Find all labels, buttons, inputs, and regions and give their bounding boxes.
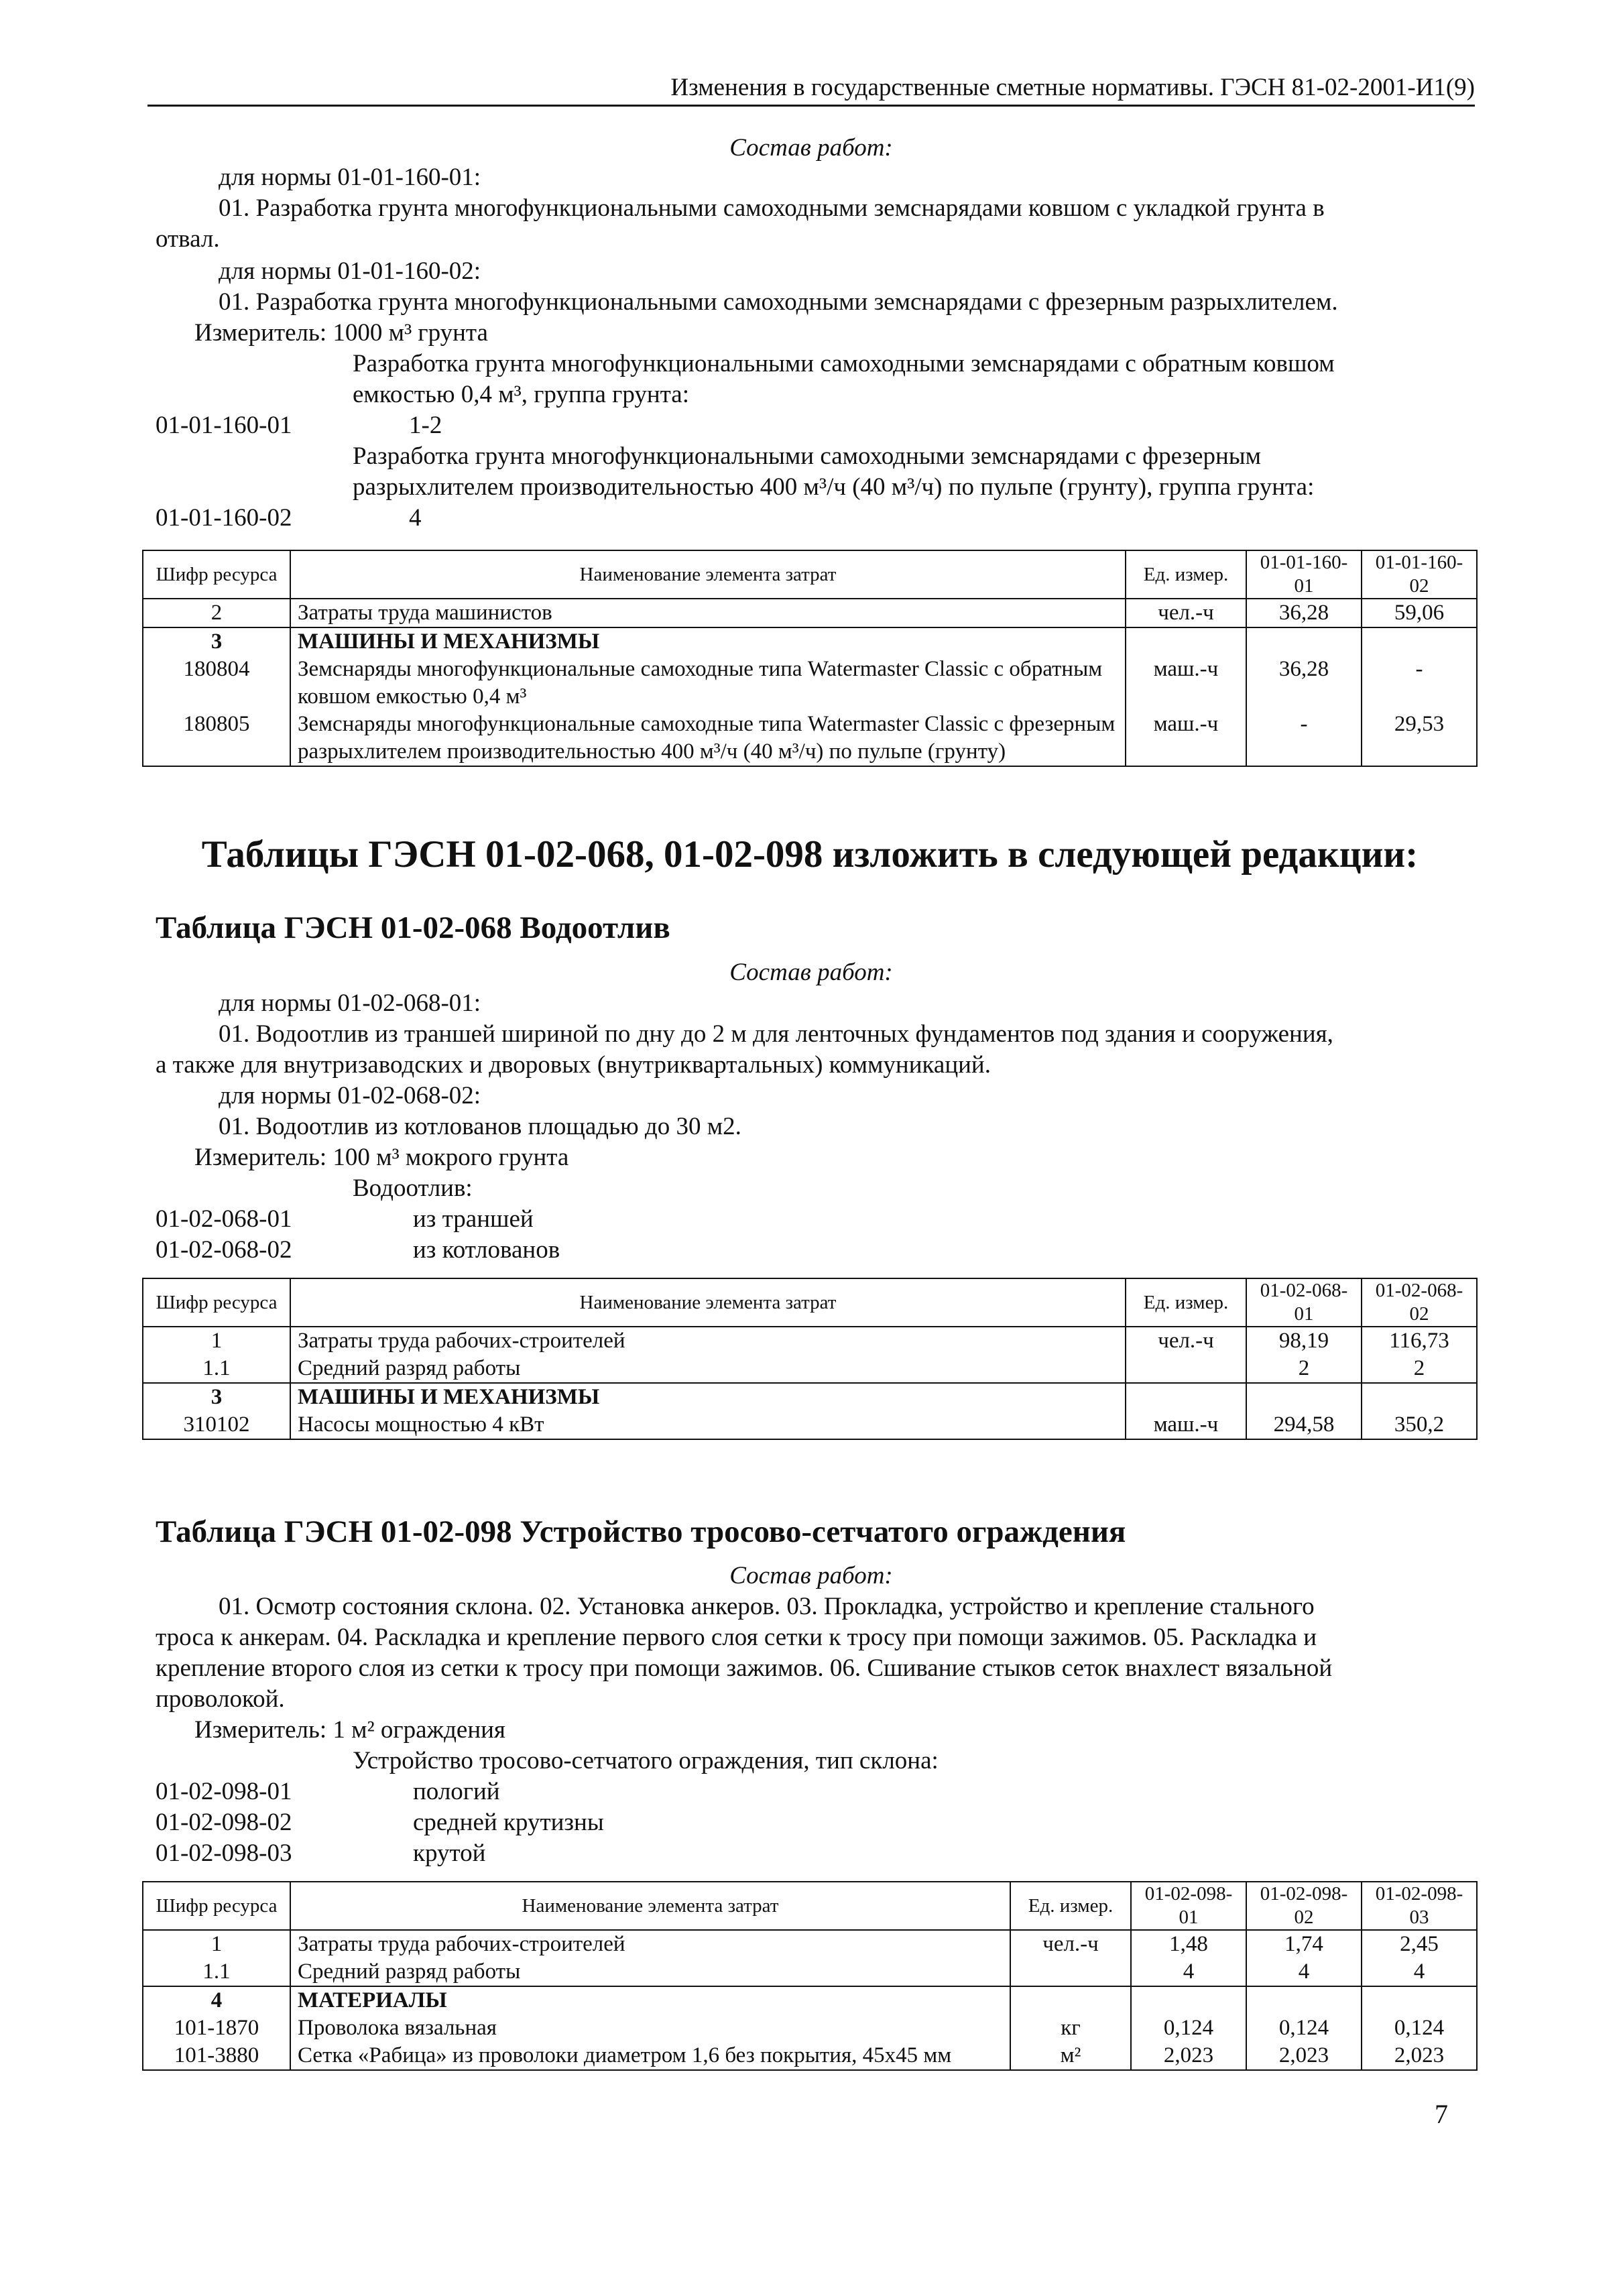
cell-name: Насосы мощностью 4 кВт: [290, 1411, 1126, 1439]
norm-code-098-02: 01-02-098-02: [156, 1809, 292, 1836]
table-row: [143, 656, 1477, 711]
cell-value: [1246, 1986, 1362, 2014]
cell-value: 98,19: [1246, 1327, 1362, 1355]
table-row: [143, 1958, 1477, 1986]
resource-table-068: [142, 1278, 1478, 1440]
work-line-2: 01. Разработка грунта многофункциональными самоходными земснарядами с фрезерным разрыхлителем.: [219, 288, 1338, 316]
cell-code: 4: [143, 1986, 290, 2014]
cell-unit: м²: [1010, 2042, 1131, 2070]
cell-section-name: МАШИНЫ И МЕХАНИЗМЫ: [290, 1383, 1126, 1411]
norm-value-2: 4: [409, 504, 422, 532]
table-title-098: Таблица ГЭСН 01-02-098 Устройство тросово-сетчатого ограждения: [156, 1514, 1126, 1549]
norm-label-1: для нормы 01-01-160-01:: [219, 164, 481, 191]
cell-code: 1.1: [143, 1355, 290, 1383]
col-header-name: Наименование элемента затрат: [290, 1278, 1126, 1327]
cell-unit: маш.-ч: [1126, 1411, 1246, 1439]
work-para-line-2: троса к анкерам. 04. Раскладка и крепление первого слоя сетки к тросу при помощи зажимов. 05. Раскладка и: [156, 1624, 1317, 1651]
norm-desc-068-02: из котлованов: [413, 1236, 560, 1264]
cell-code: 310102: [143, 1411, 290, 1439]
cell-code: 101-1870: [143, 2014, 290, 2042]
cell-value: 294,58: [1246, 1411, 1362, 1439]
page-number: 7: [1435, 2099, 1448, 2129]
cell-unit: чел.-ч: [1126, 1327, 1246, 1355]
cell-code: 3: [143, 1383, 290, 1411]
table-row: [143, 1930, 1477, 1958]
cell-value: [1362, 627, 1477, 656]
norm-label-2: для нормы 01-01-160-02:: [219, 257, 481, 285]
col-header-norm-1: 01-02-068-01: [1246, 1278, 1362, 1327]
table-row: [143, 1383, 1477, 1411]
norm-code-098-03: 01-02-098-03: [156, 1839, 292, 1867]
norm-code-098-01: 01-02-098-01: [156, 1778, 292, 1805]
cell-unit: [1126, 1383, 1246, 1411]
table-row: [143, 627, 1477, 656]
cell-value: 36,28: [1246, 656, 1362, 711]
cell-unit: [1010, 1958, 1131, 1986]
cell-value: 4: [1362, 1958, 1477, 1986]
norm-label-068-02: для нормы 01-02-068-02:: [219, 1082, 481, 1109]
cell-name: Проволока вязальная: [290, 2014, 1010, 2042]
cell-section-name: МАШИНЫ И МЕХАНИЗМЫ: [290, 627, 1126, 656]
col-header-code: Шифр ресурса: [143, 550, 290, 599]
cell-value: -: [1362, 656, 1477, 711]
cell-code: 1: [143, 1327, 290, 1355]
cell-value: 2,45: [1362, 1930, 1477, 1958]
cell-value: 350,2: [1362, 1411, 1477, 1439]
cell-name: Средний разряд работы: [290, 1958, 1010, 1986]
sub-title-2: Водоотлив:: [353, 1174, 473, 1202]
table-row: [143, 599, 1477, 627]
table-row: [143, 1986, 1477, 2014]
desc-2a: Разработка грунта многофункциональными самоходными земснарядами с фрезерным: [353, 442, 1262, 470]
cell-code: 1.1: [143, 1958, 290, 1986]
cell-value: 1,74: [1246, 1930, 1362, 1958]
meter-2: Измеритель: 100 м³ мокрого грунта: [194, 1144, 569, 1171]
cell-code: 180804: [143, 656, 290, 711]
col-header-unit: Ед. измер.: [1126, 1278, 1246, 1327]
work-line-068-01: 01. Водоотлив из траншей шириной по дну до 2 м для ленточных фундаментов под здания и сооружения,: [219, 1020, 1333, 1048]
cell-value: 29,53: [1362, 711, 1477, 766]
cell-unit: [1126, 627, 1246, 656]
cell-value: 2,023: [1131, 2042, 1246, 2070]
main-heading: Таблицы ГЭСН 01-02-068, 01-02-098 изложить в следующей редакции:: [201, 833, 1419, 875]
cell-code: 180805: [143, 711, 290, 766]
cell-unit: чел.-ч: [1010, 1930, 1131, 1958]
cell-value: 36,28: [1246, 599, 1362, 627]
cell-value: 2: [1362, 1355, 1477, 1383]
col-header-name: Наименование элемента затрат: [290, 1882, 1010, 1930]
desc-1a: Разработка грунта многофункциональными самоходными земснарядами с обратным ковшом: [353, 350, 1335, 377]
desc-2b: разрыхлителем производительностью 400 м³/ч (40 м³/ч) по пульпе (грунту), группа грунта:: [353, 473, 1315, 501]
norm-code-2: 01-01-160-02: [156, 504, 292, 532]
cell-value: 2: [1246, 1355, 1362, 1383]
resource-table-1: [142, 550, 1478, 767]
col-header-name: Наименование элемента затрат: [290, 550, 1126, 599]
norm-desc-098-02: средней крутизны: [413, 1809, 604, 1836]
cell-name: Затраты труда рабочих-строителей: [290, 1930, 1010, 1958]
desc-1b: емкостью 0,4 м³, группа грунта:: [353, 381, 689, 408]
table-row: [143, 1411, 1477, 1439]
cell-value: [1362, 1986, 1477, 2014]
col-header-norm-1: 01-02-098-01: [1131, 1882, 1246, 1930]
table-row: [143, 2042, 1477, 2070]
col-header-norm-2: 01-01-160-02: [1362, 550, 1477, 599]
cell-value: [1362, 1383, 1477, 1411]
norm-value-1: 1-2: [409, 412, 442, 439]
cell-value: 2,023: [1246, 2042, 1362, 2070]
cell-name: Сетка «Рабица» из проволоки диаметром 1,6 без покрытия, 45х45 мм: [290, 2042, 1010, 2070]
sub-title-3: Устройство тросово-сетчатого ограждения, тип склона:: [353, 1747, 939, 1774]
cell-code: 2: [143, 599, 290, 627]
meter-1: Измеритель: 1000 м³ грунта: [194, 319, 488, 347]
work-line-1: 01. Разработка грунта многофункциональными самоходными земснарядами ковшом с укладкой грунта в: [219, 194, 1325, 222]
cell-value: [1246, 1383, 1362, 1411]
cell-unit: [1126, 1355, 1246, 1383]
norm-code-1: 01-01-160-01: [156, 412, 292, 439]
running-header: Изменения в государственные сметные нормативы. ГЭСН 81-02-2001-И1(9): [147, 72, 1475, 107]
col-header-norm-1: 01-01-160-01: [1246, 550, 1362, 599]
cell-value: 1,48: [1131, 1930, 1246, 1958]
cell-unit: маш.-ч: [1126, 656, 1246, 711]
cell-code: 3: [143, 627, 290, 656]
cell-code: 101-3880: [143, 2042, 290, 2070]
cell-unit: [1010, 1986, 1131, 2014]
cell-section-name: МАТЕРИАЛЫ: [290, 1986, 1010, 2014]
cell-name: Земснаряды многофункциональные самоходные типа Watermaster Classic с фрезерным разрыхлителем производительностью 400 м³/ч (40 м³/ч) по пульпе (грунту): [290, 711, 1126, 766]
work-para-line-3: крепление второго слоя из сетки к тросу при помощи зажимов. 06. Сшивание стыков сеток внахлест вязальной: [156, 1654, 1333, 1682]
meter-3: Измеритель: 1 м² ограждения: [194, 1716, 505, 1744]
col-header-code: Шифр ресурса: [143, 1278, 290, 1327]
norm-desc-098-03: крутой: [413, 1839, 486, 1867]
resource-table-098: [142, 1881, 1478, 2071]
norm-code-068-01: 01-02-068-01: [156, 1205, 292, 1233]
cell-name: Затраты труда машинистов: [290, 599, 1126, 627]
cell-name: Затраты труда рабочих-строителей: [290, 1327, 1126, 1355]
norm-desc-098-01: пологий: [413, 1778, 500, 1805]
table-row: [143, 1355, 1477, 1383]
cell-name: Земснаряды многофункциональные самоходные типа Watermaster Classic с обратным ковшом емкостью 0,4 м³: [290, 656, 1126, 711]
cell-value: 4: [1246, 1958, 1362, 1986]
cell-value: 0,124: [1131, 2014, 1246, 2042]
sostav-heading-3: Состав работ:: [729, 1562, 893, 1589]
table-row: [143, 2014, 1477, 2042]
table-row: [143, 711, 1477, 766]
sostav-heading-2: Состав работ:: [729, 959, 893, 986]
cell-value: 59,06: [1362, 599, 1477, 627]
cell-value: [1131, 1986, 1246, 2014]
cell-value: [1246, 627, 1362, 656]
work-line-1-cont: отвал.: [156, 225, 220, 253]
cell-value: 0,124: [1362, 2014, 1477, 2042]
work-line-068-01-cont: а также для внутризаводских и дворовых (внутриквартальных) коммуникаций.: [156, 1051, 991, 1079]
cell-unit: кг: [1010, 2014, 1131, 2042]
norm-label-068-01: для нормы 01-02-068-01:: [219, 989, 481, 1017]
cell-value: 2,023: [1362, 2042, 1477, 2070]
work-line-068-02: 01. Водоотлив из котлованов площадью до 30 м2.: [219, 1113, 741, 1140]
cell-unit: маш.-ч: [1126, 711, 1246, 766]
table-title-068: Таблица ГЭСН 01-02-068 Водоотлив: [156, 910, 670, 945]
table-row: [143, 1327, 1477, 1355]
work-para-line-1: 01. Осмотр состояния склона. 02. Установка анкеров. 03. Прокладка, устройство и крепление стального: [219, 1593, 1315, 1620]
norm-code-068-02: 01-02-068-02: [156, 1236, 292, 1264]
work-para-line-4: проволокой.: [156, 1685, 285, 1713]
norm-desc-068-01: из траншей: [413, 1205, 534, 1233]
col-header-norm-2: 01-02-098-02: [1246, 1882, 1362, 1930]
sostav-heading-1: Состав работ:: [729, 134, 893, 162]
col-header-unit: Ед. измер.: [1010, 1882, 1131, 1930]
cell-value: -: [1246, 711, 1362, 766]
cell-name: Средний разряд работы: [290, 1355, 1126, 1383]
col-header-norm-3: 01-02-098-03: [1362, 1882, 1477, 1930]
cell-unit: чел.-ч: [1126, 599, 1246, 627]
cell-value: 0,124: [1246, 2014, 1362, 2042]
col-header-norm-2: 01-02-068-02: [1362, 1278, 1477, 1327]
col-header-code: Шифр ресурса: [143, 1882, 290, 1930]
cell-code: 1: [143, 1930, 290, 1958]
cell-value: 116,73: [1362, 1327, 1477, 1355]
cell-value: 4: [1131, 1958, 1246, 1986]
col-header-unit: Ед. измер.: [1126, 550, 1246, 599]
